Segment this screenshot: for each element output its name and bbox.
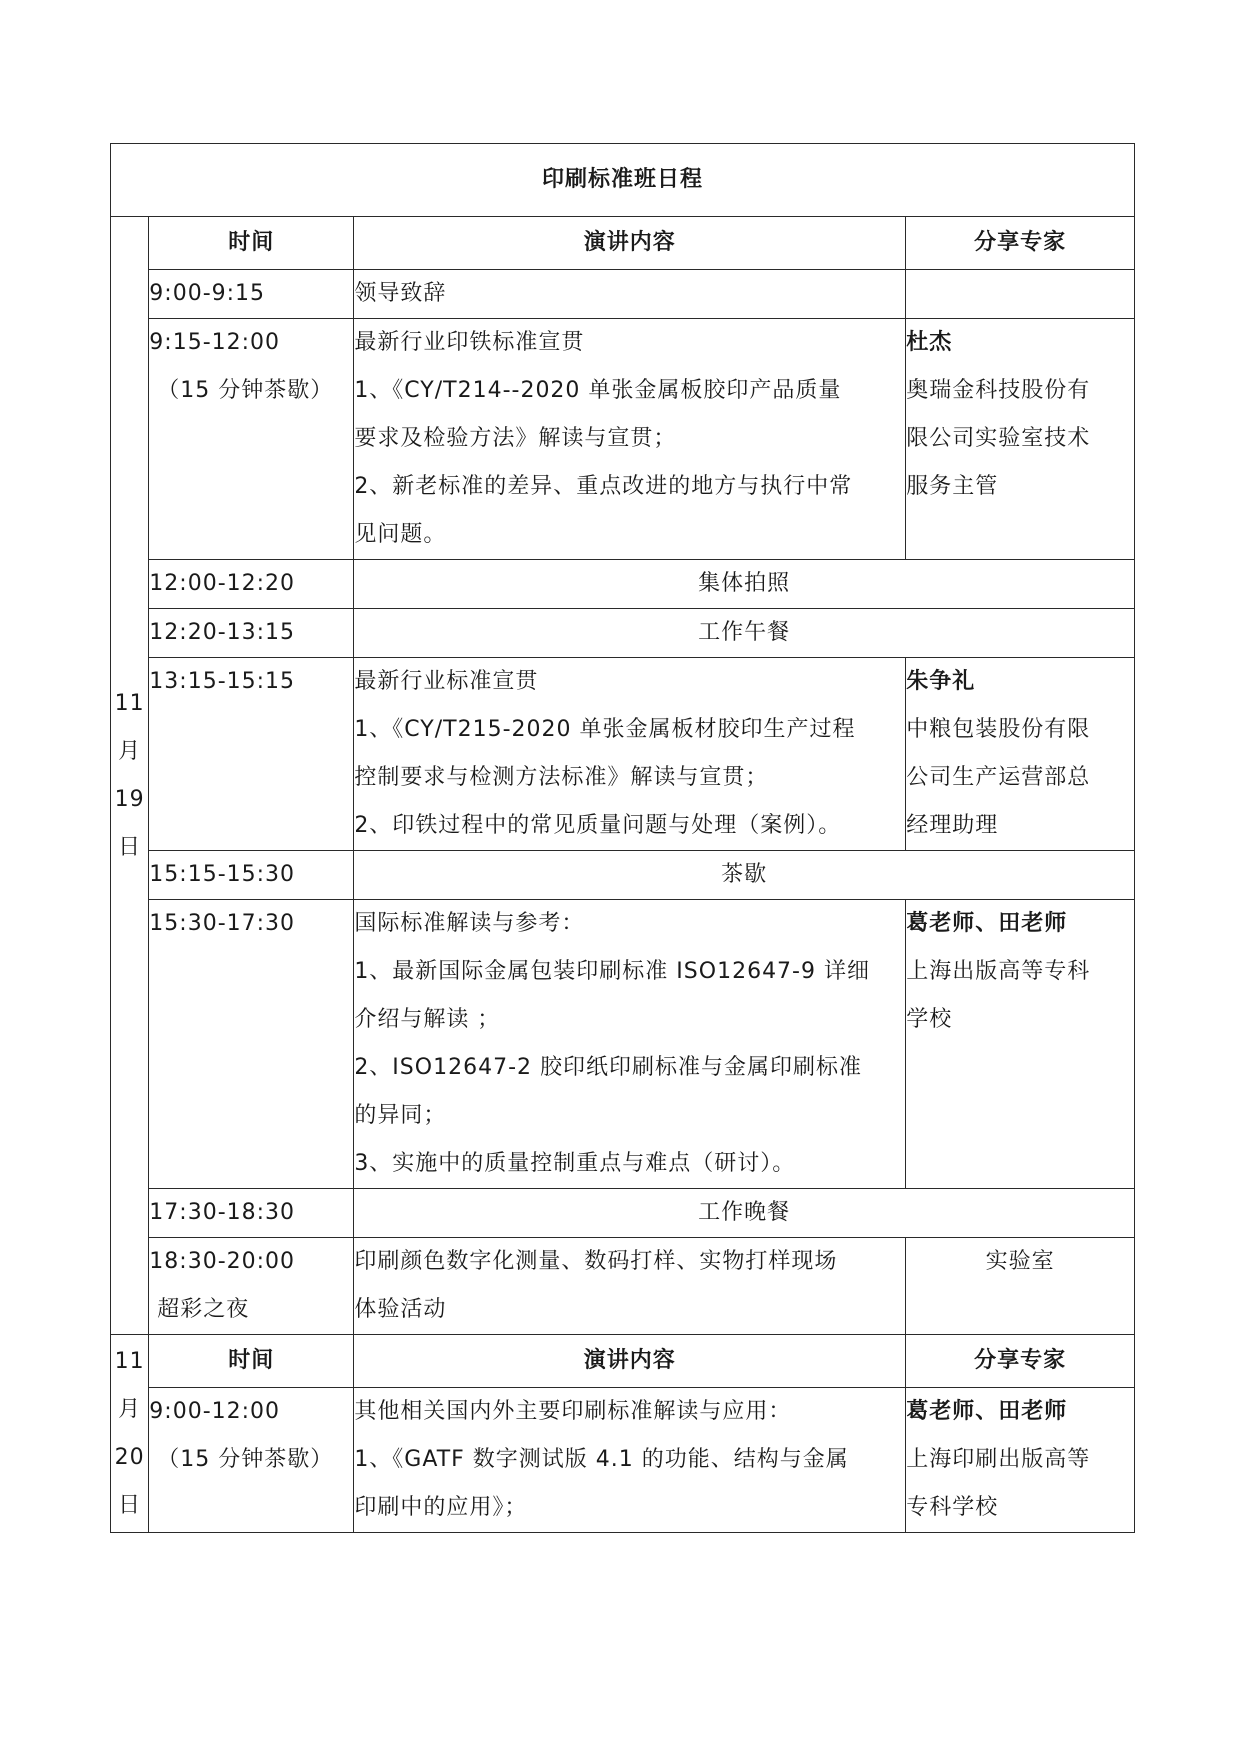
time-cell xyxy=(149,851,354,900)
date-part: 日 xyxy=(118,1492,142,1518)
title-row xyxy=(111,144,1135,217)
schedule-row xyxy=(111,1388,1135,1533)
date-part: 月 xyxy=(118,1396,142,1422)
header-expert: 分享专家 xyxy=(906,217,1135,270)
schedule-table xyxy=(110,143,1135,1533)
content-cell xyxy=(354,1238,906,1335)
schedule-row xyxy=(111,658,1135,851)
expert-cell xyxy=(906,1238,1135,1335)
date-cell xyxy=(111,1335,149,1533)
expert-text: 实验室 xyxy=(985,1249,1055,1274)
expert-org-line: 上海印刷出版高等 xyxy=(906,1447,1091,1472)
header-row xyxy=(111,1335,1135,1388)
date-cell xyxy=(111,217,149,1335)
time-text: 9:15-12:00 xyxy=(149,330,281,355)
content-line: 印刷中的应用》； xyxy=(354,1495,528,1520)
expert-name: 葛老师、田老师 xyxy=(906,911,1068,936)
time-text: 9:00-12:00 xyxy=(149,1399,281,1424)
time-cell xyxy=(149,270,354,319)
expert-name: 葛老师、田老师 xyxy=(906,1399,1068,1424)
date-part: 月 xyxy=(118,738,142,764)
time-text: 13:15-15:15 xyxy=(149,669,296,694)
time-cell xyxy=(149,319,354,560)
date-part: 11 xyxy=(114,1348,145,1374)
content-line: 要求及检验方法》解读与宣贯； xyxy=(354,426,677,451)
content-line: 2、ISO12647-2 胶印纸印刷标准与金属印刷标准 xyxy=(354,1055,862,1080)
schedule-row xyxy=(111,1189,1135,1238)
date-part: 19 xyxy=(114,786,145,812)
content-cell xyxy=(354,270,906,319)
content-line: 介绍与解读 ； xyxy=(354,1007,501,1032)
date-part: 日 xyxy=(118,834,142,860)
header-time: 时间 xyxy=(149,1335,354,1388)
expert-org-line: 服务主管 xyxy=(906,474,999,499)
time-cell xyxy=(149,658,354,851)
content-line: 的异同； xyxy=(354,1103,447,1128)
content-cell xyxy=(354,900,906,1189)
time-text: 12:00-12:20 xyxy=(149,571,296,596)
time-text: 17:30-18:30 xyxy=(149,1200,296,1225)
header-content: 演讲内容 xyxy=(354,1335,906,1388)
header-row xyxy=(111,217,1135,270)
content-line: 1、《CY/T215-2020 单张金属板材胶印生产过程 xyxy=(354,717,856,742)
schedule-row xyxy=(111,270,1135,319)
content-line: 2、新老标准的差异、重点改进的地方与执行中常 xyxy=(354,474,853,499)
content-line: 最新行业标准宣贯 xyxy=(354,669,539,694)
expert-cell xyxy=(906,270,1135,319)
time-cell xyxy=(149,900,354,1189)
content-line: 见问题。 xyxy=(354,522,447,547)
expert-cell xyxy=(906,319,1135,560)
activity-cell: 工作午餐 xyxy=(354,609,1135,658)
expert-org-line: 奥瑞金科技股份有 xyxy=(906,378,1091,403)
content-line: 1、《GATF 数字测试版 4.1 的功能、结构与金属 xyxy=(354,1447,849,1472)
time-text: 12:20-13:15 xyxy=(149,620,296,645)
expert-org-line: 中粮包装股份有限 xyxy=(906,717,1091,742)
activity-cell: 集体拍照 xyxy=(354,560,1135,609)
activity-cell: 茶歇 xyxy=(354,851,1135,900)
expert-cell xyxy=(906,1388,1135,1533)
activity-cell: 工作晚餐 xyxy=(354,1189,1135,1238)
expert-org-line: 专科学校 xyxy=(906,1495,999,1520)
time-cell xyxy=(149,1388,354,1533)
expert-cell xyxy=(906,658,1135,851)
date-part: 11 xyxy=(114,690,145,716)
time-note: 超彩之夜 xyxy=(157,1297,250,1322)
header-expert: 分享专家 xyxy=(906,1335,1135,1388)
time-cell xyxy=(149,1238,354,1335)
content-line: 1、《CY/T214--2020 单张金属板胶印产品质量 xyxy=(354,378,842,403)
expert-org-line: 限公司实验室技术 xyxy=(906,426,1091,451)
content-line: 国际标准解读与参考： xyxy=(354,911,585,936)
header-time: 时间 xyxy=(149,217,354,270)
content-cell xyxy=(354,319,906,560)
expert-org-line: 学校 xyxy=(906,1007,953,1032)
page-title: 印刷标准班日程 xyxy=(111,144,1135,217)
expert-cell xyxy=(906,900,1135,1189)
expert-name: 杜杰 xyxy=(906,330,953,355)
schedule-row xyxy=(111,319,1135,560)
time-text: 15:15-15:30 xyxy=(149,862,296,887)
content-line: 体验活动 xyxy=(354,1297,447,1322)
time-cell xyxy=(149,560,354,609)
time-note: （15 分钟茶歇） xyxy=(157,1447,334,1472)
schedule-row xyxy=(111,560,1135,609)
content-cell xyxy=(354,1388,906,1533)
time-note: （15 分钟茶歇） xyxy=(157,378,334,403)
time-text: 15:30-17:30 xyxy=(149,911,296,936)
schedule-row xyxy=(111,900,1135,1189)
content-cell xyxy=(354,658,906,851)
schedule-row xyxy=(111,609,1135,658)
content-line: 2、印铁过程中的常见质量问题与处理（案例）。 xyxy=(354,813,842,838)
content-line: 1、最新国际金属包装印刷标准 ISO12647-9 详细 xyxy=(354,959,870,984)
content-line: 3、实施中的质量控制重点与难点（研讨）。 xyxy=(354,1151,796,1176)
time-text: 9:00-9:15 xyxy=(149,281,266,306)
schedule-row xyxy=(111,851,1135,900)
time-cell xyxy=(149,1189,354,1238)
content-line: 领导致辞 xyxy=(354,281,447,306)
schedule-row xyxy=(111,1238,1135,1335)
expert-org-line: 上海出版高等专科 xyxy=(906,959,1091,984)
content-line: 最新行业印铁标准宣贯 xyxy=(354,330,585,355)
time-cell xyxy=(149,609,354,658)
header-content: 演讲内容 xyxy=(354,217,906,270)
content-line: 控制要求与检测方法标准》解读与宣贯； xyxy=(354,765,769,790)
time-text: 18:30-20:00 xyxy=(149,1249,296,1274)
expert-org-line: 公司生产运营部总 xyxy=(906,765,1091,790)
expert-name: 朱争礼 xyxy=(906,669,976,694)
content-line: 印刷颜色数字化测量、数码打样、实物打样现场 xyxy=(354,1249,838,1274)
date-part: 20 xyxy=(114,1444,145,1470)
expert-org-line: 经理助理 xyxy=(906,813,999,838)
content-line: 其他相关国内外主要印刷标准解读与应用： xyxy=(354,1399,792,1424)
